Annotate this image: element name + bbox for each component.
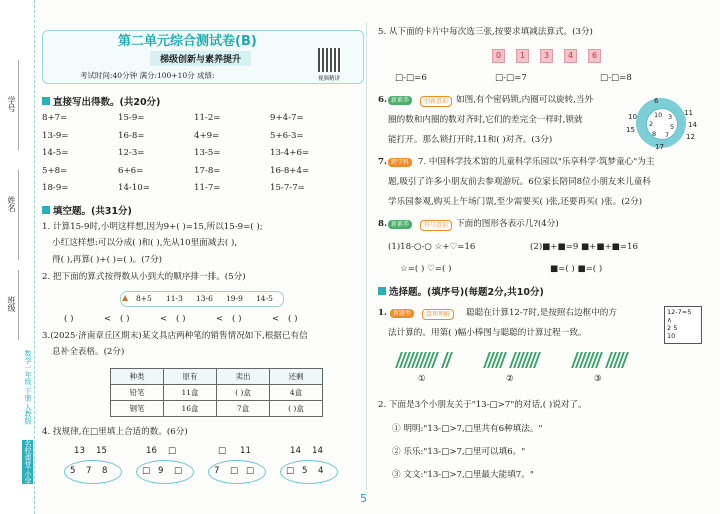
c1-box-line: 12-7=5	[667, 308, 692, 316]
side-brand-label: 名校课堂·小学	[24, 440, 32, 485]
table-cell: 4盒	[270, 385, 323, 401]
c1-num: 1.	[378, 308, 387, 318]
q8-ans2: ■=( ) ■=( )	[550, 264, 603, 274]
calc-item: 5+6-3=	[270, 130, 304, 141]
table-cell: 钢笔	[111, 401, 164, 417]
side-fill-line-3	[18, 270, 19, 340]
calc-item: 9+4-7=	[270, 113, 304, 123]
q6-line1: 如图,有个密码锁,内圈可以旋转,当外	[456, 95, 594, 105]
calc-item: 15-9=	[118, 113, 145, 123]
q8-text: 下面的图形各表示几?(4分)	[456, 219, 559, 229]
table-cell: 铅笔	[111, 385, 164, 401]
q2-lt: <	[104, 314, 112, 324]
section1-title: 直接写出得数。(共20分)	[53, 97, 161, 108]
calc-item: 6+6=	[118, 165, 144, 176]
table-cell: 16盒	[164, 401, 217, 417]
table-row	[111, 385, 323, 401]
q2-blank: ( )	[176, 314, 186, 324]
q4-bottom-num: □	[246, 466, 255, 476]
q4-top-num: 14	[312, 446, 323, 456]
lock-inner-num: 2	[649, 120, 654, 128]
calc-item: 11-7=	[194, 183, 221, 193]
q4-bottom-num: □	[230, 466, 239, 476]
table-cell: 卖出	[217, 369, 270, 385]
q6-tag: 新素养	[388, 96, 412, 105]
c1-line1: 聪聪在计算12-7时,是按照右边框中的方	[466, 308, 617, 318]
table-cell: 原有	[164, 369, 217, 385]
q4-bottom-num: 4	[318, 466, 324, 476]
lock-outer-num: 11	[684, 109, 693, 117]
calc-item: 18-9=	[42, 183, 69, 193]
calc-item: 15-7-7=	[270, 183, 305, 193]
lock-outer-num: 12	[686, 133, 695, 141]
page-number: 5	[360, 492, 367, 505]
q8-ans1: ☆=( ) ♡=( )	[400, 264, 452, 274]
q8-eq1: (1)18-○-○ ☆+♡=16	[388, 242, 476, 252]
q2-lt: <	[272, 314, 280, 324]
q2-blank: ( )	[64, 314, 74, 324]
q2-expr: 14-5	[256, 294, 273, 303]
qr-label: 视频精讲	[318, 76, 341, 82]
lock-inner-num: 5	[670, 123, 675, 131]
section2-title: 填空题。(共31分)	[53, 206, 132, 217]
table-cell: 种类	[111, 369, 164, 385]
q2-text: 2. 把下面的算式按得数从小到大的顺序排一排。(5分)	[42, 272, 246, 282]
q5-eq1: □-□=6	[395, 73, 427, 83]
c2-opt3: ③ 文文:"13-□>7,□里最大能填7。"	[392, 470, 534, 480]
q2-lt: <	[216, 314, 224, 324]
lock-inner-num: 10	[654, 111, 663, 119]
table-row	[111, 369, 323, 385]
section1-icon	[42, 97, 50, 105]
table-cell: 7盒	[217, 401, 270, 417]
q8-num: 8.	[378, 219, 387, 229]
q4-top-num: □	[218, 446, 227, 456]
q4-bottom-num: 8	[102, 466, 108, 476]
calc-item: 5+8=	[42, 165, 68, 176]
q4-bottom-num: □	[286, 466, 295, 476]
c1-line2: 法计算的。用第( )幅小棒图与聪聪的计算过程一致。	[388, 328, 587, 338]
q8-tag: 新素养	[388, 220, 412, 229]
q4-top-num: 11	[240, 446, 251, 456]
q5-text: 5. 从下面的卡片中每次选三张,按要求填减法算式。(3分)	[378, 27, 593, 37]
q4-bottom-num: 5	[302, 466, 308, 476]
q4-bottom-num: 9	[158, 466, 164, 476]
page-title: 第二单元综合测试卷(B)	[118, 34, 257, 49]
table-cell: ( )盒	[217, 385, 270, 401]
calc-item: 13-4+6=	[270, 148, 310, 158]
lock-inner-num: 3	[668, 113, 673, 121]
q4-bottom-num: 7	[86, 466, 92, 476]
c1-tag2: 算理理解	[422, 309, 454, 320]
q8-tag2: 符号意识	[420, 220, 452, 231]
q4-top-num: □	[168, 446, 177, 456]
q6-tag2: 创新意识	[420, 96, 452, 107]
q2-expr: 11-3	[166, 294, 183, 303]
q4-bottom-num: □	[174, 466, 183, 476]
calc-item: 16-8+4=	[270, 165, 310, 176]
lock-outer-num: 17	[655, 143, 664, 151]
q7-num: 7.	[378, 157, 387, 167]
calc-item: 16-8=	[118, 130, 145, 141]
c1-option: ②	[506, 374, 514, 384]
calc-item: 14-10=	[118, 183, 150, 193]
calc-item: 11-2=	[194, 113, 221, 123]
q3-line1: 3.(2025·济南章丘区期末)某文具店两种笔的销售情况如下,根据已有信	[42, 331, 308, 341]
q2-blank: ( )	[288, 314, 298, 324]
q2-lt: <	[160, 314, 168, 324]
q4-bottom-num: 5	[70, 466, 76, 476]
q6-line2: 圈的数和内圈的数对齐时,它们的差完全一样时,锁就	[388, 115, 583, 125]
q2-expr: 19-9	[226, 294, 243, 303]
q7-line3: 学乐园参观,购买上午场门票,至少需要买( )张,还要再买( )张。(2分)	[388, 197, 643, 207]
q4-top-num: 15	[96, 446, 107, 456]
q2-icon: ▲	[122, 293, 129, 302]
q1-line3: 得( ),再算( )+( )=( )。(7分)	[52, 255, 163, 265]
q2-blank: ( )	[232, 314, 242, 324]
section3-icon	[378, 287, 386, 295]
table-cell: ( )盒	[270, 401, 323, 417]
c2-opt2: ② 乐乐:"13-□>7,□里可以填6。"	[392, 447, 526, 457]
q5-eq2: □-□=7	[495, 73, 527, 83]
lock-outer-num: 15	[626, 126, 635, 134]
q2-blank: ( )	[120, 314, 130, 324]
q4-text: 4. 找规律,在□里填上合适的数。(6分)	[42, 427, 188, 437]
exam-info: 考试时间:40分钟 满分:100+10分 成绩:	[80, 71, 215, 80]
lock-inner-num: 7	[665, 131, 670, 139]
lock-outer-num: 6	[654, 97, 659, 105]
calc-item: 13-9=	[42, 130, 69, 141]
qr-code	[318, 48, 342, 72]
q4-top-num: 14	[290, 446, 301, 456]
lock-outer-num: 10	[628, 113, 637, 121]
q7-tag: 跨学科	[388, 158, 412, 167]
side-label-class: 班级	[7, 296, 16, 312]
lock-outer-num: 14	[688, 121, 697, 129]
side-book-label: 数学一年级 下册 人教版	[24, 350, 32, 425]
number-card: 3	[540, 49, 553, 63]
side-label-id: 学号	[7, 96, 16, 112]
q1-line2: 小红这样想:可以分成( )和( ),先从10里面减去( ),	[52, 238, 238, 248]
q4-top-num: 16	[146, 446, 157, 456]
q4-top-num: 13	[74, 446, 85, 456]
column-divider	[366, 22, 367, 490]
calc-item: 13-5=	[194, 148, 221, 158]
q5-eq3: □-□=8	[600, 73, 632, 83]
q7-line2: 题,吸引了许多小朋友前去参观游玩。6位家长陪同8位小朋友来儿童科	[388, 177, 651, 187]
q2-expr: 13-6	[196, 294, 213, 303]
number-card: 0	[492, 49, 505, 63]
side-fill-line-2	[18, 170, 19, 260]
table-row	[111, 401, 323, 417]
c1-box-line: ∧	[667, 316, 672, 324]
page-subtitle: 梯级创新与素养提升	[150, 51, 251, 66]
c1-option: ③	[594, 374, 602, 384]
q4-bottom-num: □	[142, 466, 151, 476]
calc-item: 4+9=	[194, 130, 220, 141]
q2-expr: 8+5	[136, 294, 152, 303]
number-card: 1	[516, 49, 529, 63]
section3-title: 选择题。(填序号)(每题2分,共10分)	[389, 287, 544, 298]
lock-inner-num: 8	[652, 130, 657, 138]
c2-opt1: ① 明明:"13-□>7,□里共有6种填法。"	[392, 424, 543, 434]
calc-item: 14-5=	[42, 148, 69, 158]
side-fill-line-1	[18, 60, 19, 150]
number-card: 4	[564, 49, 577, 63]
calc-item: 12-3=	[118, 148, 145, 158]
table-cell: 还剩	[270, 369, 323, 385]
calc-item: 17-8=	[194, 165, 221, 176]
q6-num: 6.	[378, 95, 387, 105]
sales-table	[110, 368, 323, 417]
q8-eq2: (2)■+■=9 ■+■+■=16	[530, 242, 638, 252]
table-cell: 11盒	[164, 385, 217, 401]
c1-box-line: 2 5	[667, 324, 678, 332]
q3-line2: 息补全表格。(2分)	[52, 347, 125, 357]
section2-icon	[42, 206, 50, 214]
number-card: 6	[588, 49, 601, 63]
c1-option: ①	[418, 374, 426, 384]
c1-tag: 新题型	[390, 309, 414, 318]
calc-item: 8+7=	[42, 113, 68, 123]
c2-line1: 2. 下面是3个小朋友关于"13-□>7"的对话,( )说对了。	[378, 400, 587, 410]
q7-line1: 7. 中国科学技术馆的儿童科学乐园以"乐享科学·筑梦童心"为主	[418, 157, 655, 167]
side-label-name: 姓名	[7, 196, 16, 212]
q6-line3: 能打开。那么锁打开时,11和( )对齐。(3分)	[388, 135, 553, 145]
c1-box-line: 10	[667, 332, 676, 340]
q1-line1: 1. 计算15-9时,小明这样想,因为9+( )=15,所以15-9=( );	[42, 222, 263, 232]
q4-bottom-num: 7	[214, 466, 220, 476]
